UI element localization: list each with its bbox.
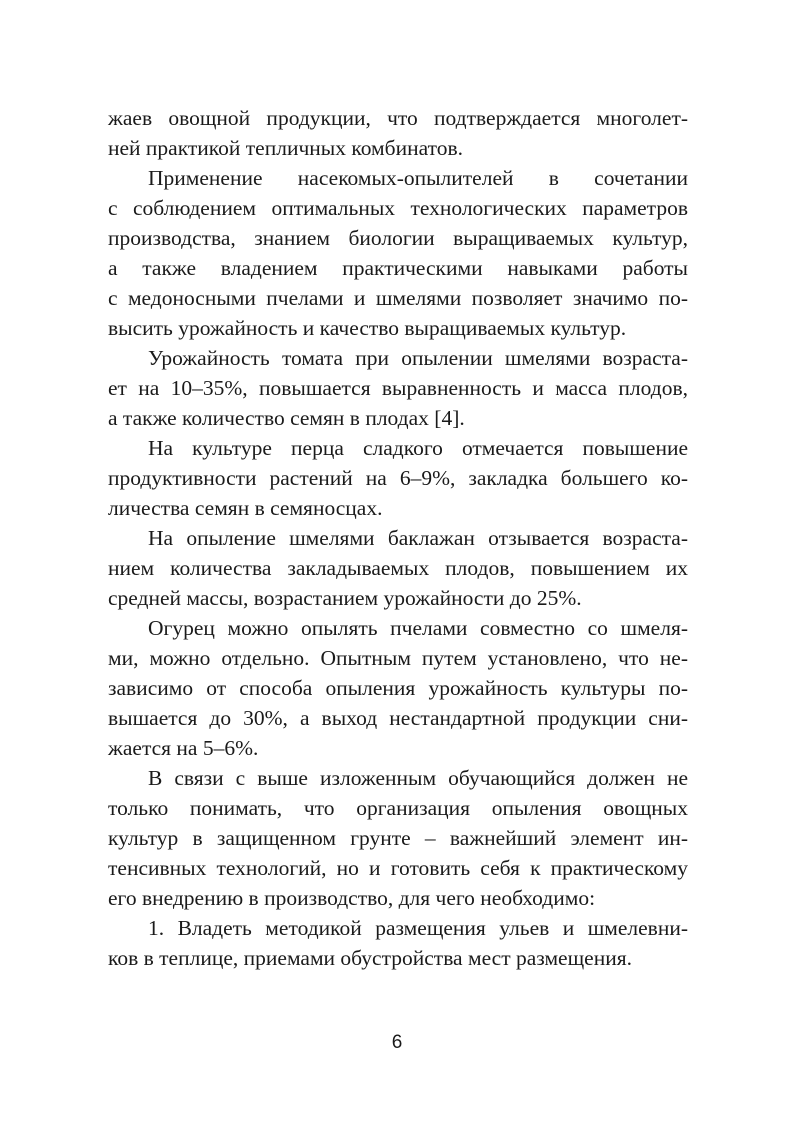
text-line: средней массы, возрастанием урожайности до 25%.	[108, 586, 582, 610]
paragraph	[108, 163, 688, 343]
paragraph	[108, 613, 688, 763]
page-number: 6	[391, 1032, 403, 1053]
text-line: Огурец можно опылять пчелами совместно со шмеля-	[148, 616, 688, 640]
text-line: ней практикой тепличных комбинатов.	[108, 136, 463, 160]
text-line: продуктивности растений на 6–9%, закладка большего ко-	[108, 466, 688, 490]
paragraph	[108, 103, 688, 163]
paragraph	[108, 763, 688, 913]
text-line: производства, знанием биологии выращиваемых культур,	[108, 226, 688, 250]
text-line: зависимо от способа опыления урожайность культуры по-	[108, 676, 688, 700]
paragraph	[108, 913, 688, 973]
text-line: только понимать, что организация опыления овощных	[108, 796, 688, 820]
text-line: Применение насекомых-опылителей в сочетании	[148, 166, 688, 190]
text-line: ми, можно отдельно. Опытным путем установлено, что не-	[108, 646, 688, 670]
text-line: нием количества закладываемых плодов, повышением их	[108, 556, 688, 580]
text-line: ет на 10–35%, повышается выравненность и масса плодов,	[108, 376, 688, 400]
text-line: с медоносными пчелами и шмелями позволяет значимо по-	[108, 286, 688, 310]
text-line: а также количество семян в плодах [4].	[108, 406, 465, 430]
text-line: вышается до 30%, а выход нестандартной продукции сни-	[108, 706, 688, 730]
text-line: На опыление шмелями баклажан отзывается возраста-	[148, 526, 688, 550]
text-line: культур в защищенном грунте – важнейший элемент ин-	[108, 826, 688, 850]
text-line: а также владением практическими навыками работы	[108, 256, 688, 280]
paragraph	[108, 523, 688, 613]
text-line: ков в теплице, приемами обустройства мест размещения.	[108, 946, 632, 970]
paragraph	[108, 343, 688, 433]
text-line: 1. Владеть методикой размещения ульев и шмелевни-	[148, 916, 688, 940]
document-body	[108, 103, 688, 973]
text-line: Урожайность томата при опылении шмелями возраста-	[148, 346, 688, 370]
text-line: личества семян в семяносцах.	[108, 496, 383, 520]
paragraph	[108, 433, 688, 523]
text-line: тенсивных технологий, но и готовить себя к практическому	[108, 856, 688, 880]
text-line: жаев овощной продукции, что подтверждается многолет-	[108, 106, 688, 130]
text-line: В связи с выше изложенным обучающийся должен не	[148, 766, 688, 790]
text-line: жается на 5–6%.	[108, 736, 259, 760]
text-line: с соблюдением оптимальных технологических параметров	[108, 196, 688, 220]
text-line: его внедрению в производство, для чего необходимо:	[108, 886, 596, 910]
text-line: высить урожайность и качество выращиваемых культур.	[108, 316, 627, 340]
text-line: На культуре перца сладкого отмечается повышение	[148, 436, 688, 460]
